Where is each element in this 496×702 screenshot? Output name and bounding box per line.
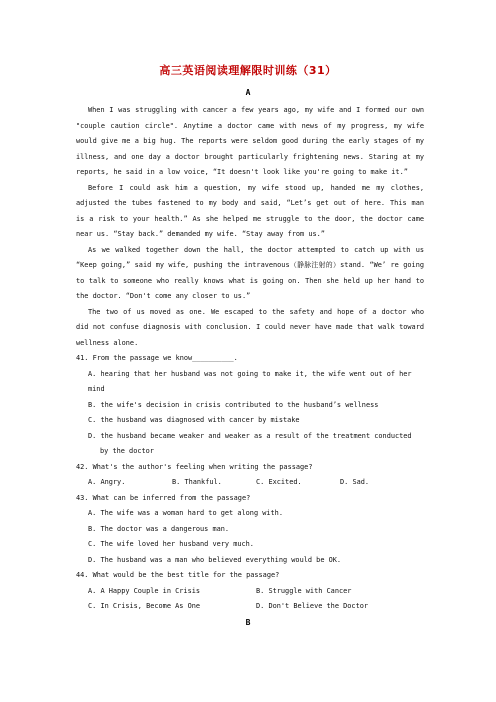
paragraph-1: When I was struggling with cancer a few years ago, my wife and I formed our own "couple caution circle". Anytime a doctor came with news of my progress, my wife would give me a big hug. The reports were seldom good during the early stages of my illness, and one day a doctor brought particularly frightening news. Staring at my reports, he said in a low voice, “It doesn't look like you're going to make it.” (76, 106, 424, 176)
question-43-stem: 43. What can be inferred from the passage? (76, 493, 251, 502)
question-41-option-d: D. the husband became weaker and weaker as a result of the treatment conducted (88, 431, 412, 440)
question-42-option-a: A. Angry. (88, 478, 126, 486)
question-42-option-c: C. Excited. (256, 478, 302, 486)
question-42-option-d: D. Sad. (340, 478, 370, 486)
question-43-option-a: A. The wife was a woman hard to get along with. (88, 509, 283, 517)
question-41-option-c: C. the husband was diagnosed with cancer by mistake (88, 416, 300, 424)
question-41-option-a: A. hearing that her husband was not going to make it, the wife went out of her mind (88, 369, 412, 393)
paragraph-2: Before I could ask him a question, my wife stood up, handed me my clothes, adjusted the tubes fastened to my body and said, “Let’s get out of here. This man is a risk to your health.” As she helped me struggle to the door, the doctor came near us. “Stay back.” demanded my wife. “Stay away from us.” (76, 183, 424, 238)
paragraph-3: As we walked together down the hall, the doctor attempted to catch up with us “Keep going,” said my wife, pushing the intravenous（静脉注射的）stand. “We’ re going to talk to someone who really knows what is going on. Then she held up her hand to the doctor. “Don't come any closer to us.” (76, 245, 424, 300)
passage-body (76, 103, 424, 615)
question-44-option-d: D. Don't Believe the Doctor (256, 602, 369, 610)
question-42-stem: 42. What's the author's feeling when writing the passage? (76, 462, 313, 471)
section-a-heading: A (245, 88, 251, 97)
question-41-stem: 41. From the passage we know__________. (76, 354, 238, 362)
page-title: 高三英语阅读理解限时训练（31） (159, 64, 337, 77)
question-44-options-row-2 (76, 599, 424, 615)
question-44-options-row-1 (76, 584, 424, 600)
question-43-option-b: B. The doctor was a dangerous man. (88, 524, 230, 533)
question-44-option-a: A. A Happy Couple in Crisis (88, 586, 201, 595)
question-43-option-d: D. The husband was a man who believed everything would be OK. (88, 555, 342, 564)
question-44-option-c: C. In Crisis, Become As One (88, 602, 201, 610)
question-41-option-d-continued: by the doctor (100, 447, 154, 455)
question-43-option-c: C. The wife loved her husband very much. (88, 540, 254, 548)
question-42-option-b: B. Thankful. (172, 478, 222, 486)
question-44-stem: 44. What would be the best title for the passage? (76, 571, 280, 579)
question-44-option-b: B. Struggle with Cancer (256, 586, 352, 595)
section-b-heading: B (245, 618, 251, 627)
question-41-option-b: B. the wife's decision in crisis contributed to the husband’s wellness (88, 400, 379, 409)
paragraph-4: The two of us moved as one. We escaped to the safety and hope of a doctor who did not confuse diagnosis with conclusion. I could never have made that walk toward wellness alone. (76, 307, 424, 347)
question-42-options (76, 475, 424, 491)
